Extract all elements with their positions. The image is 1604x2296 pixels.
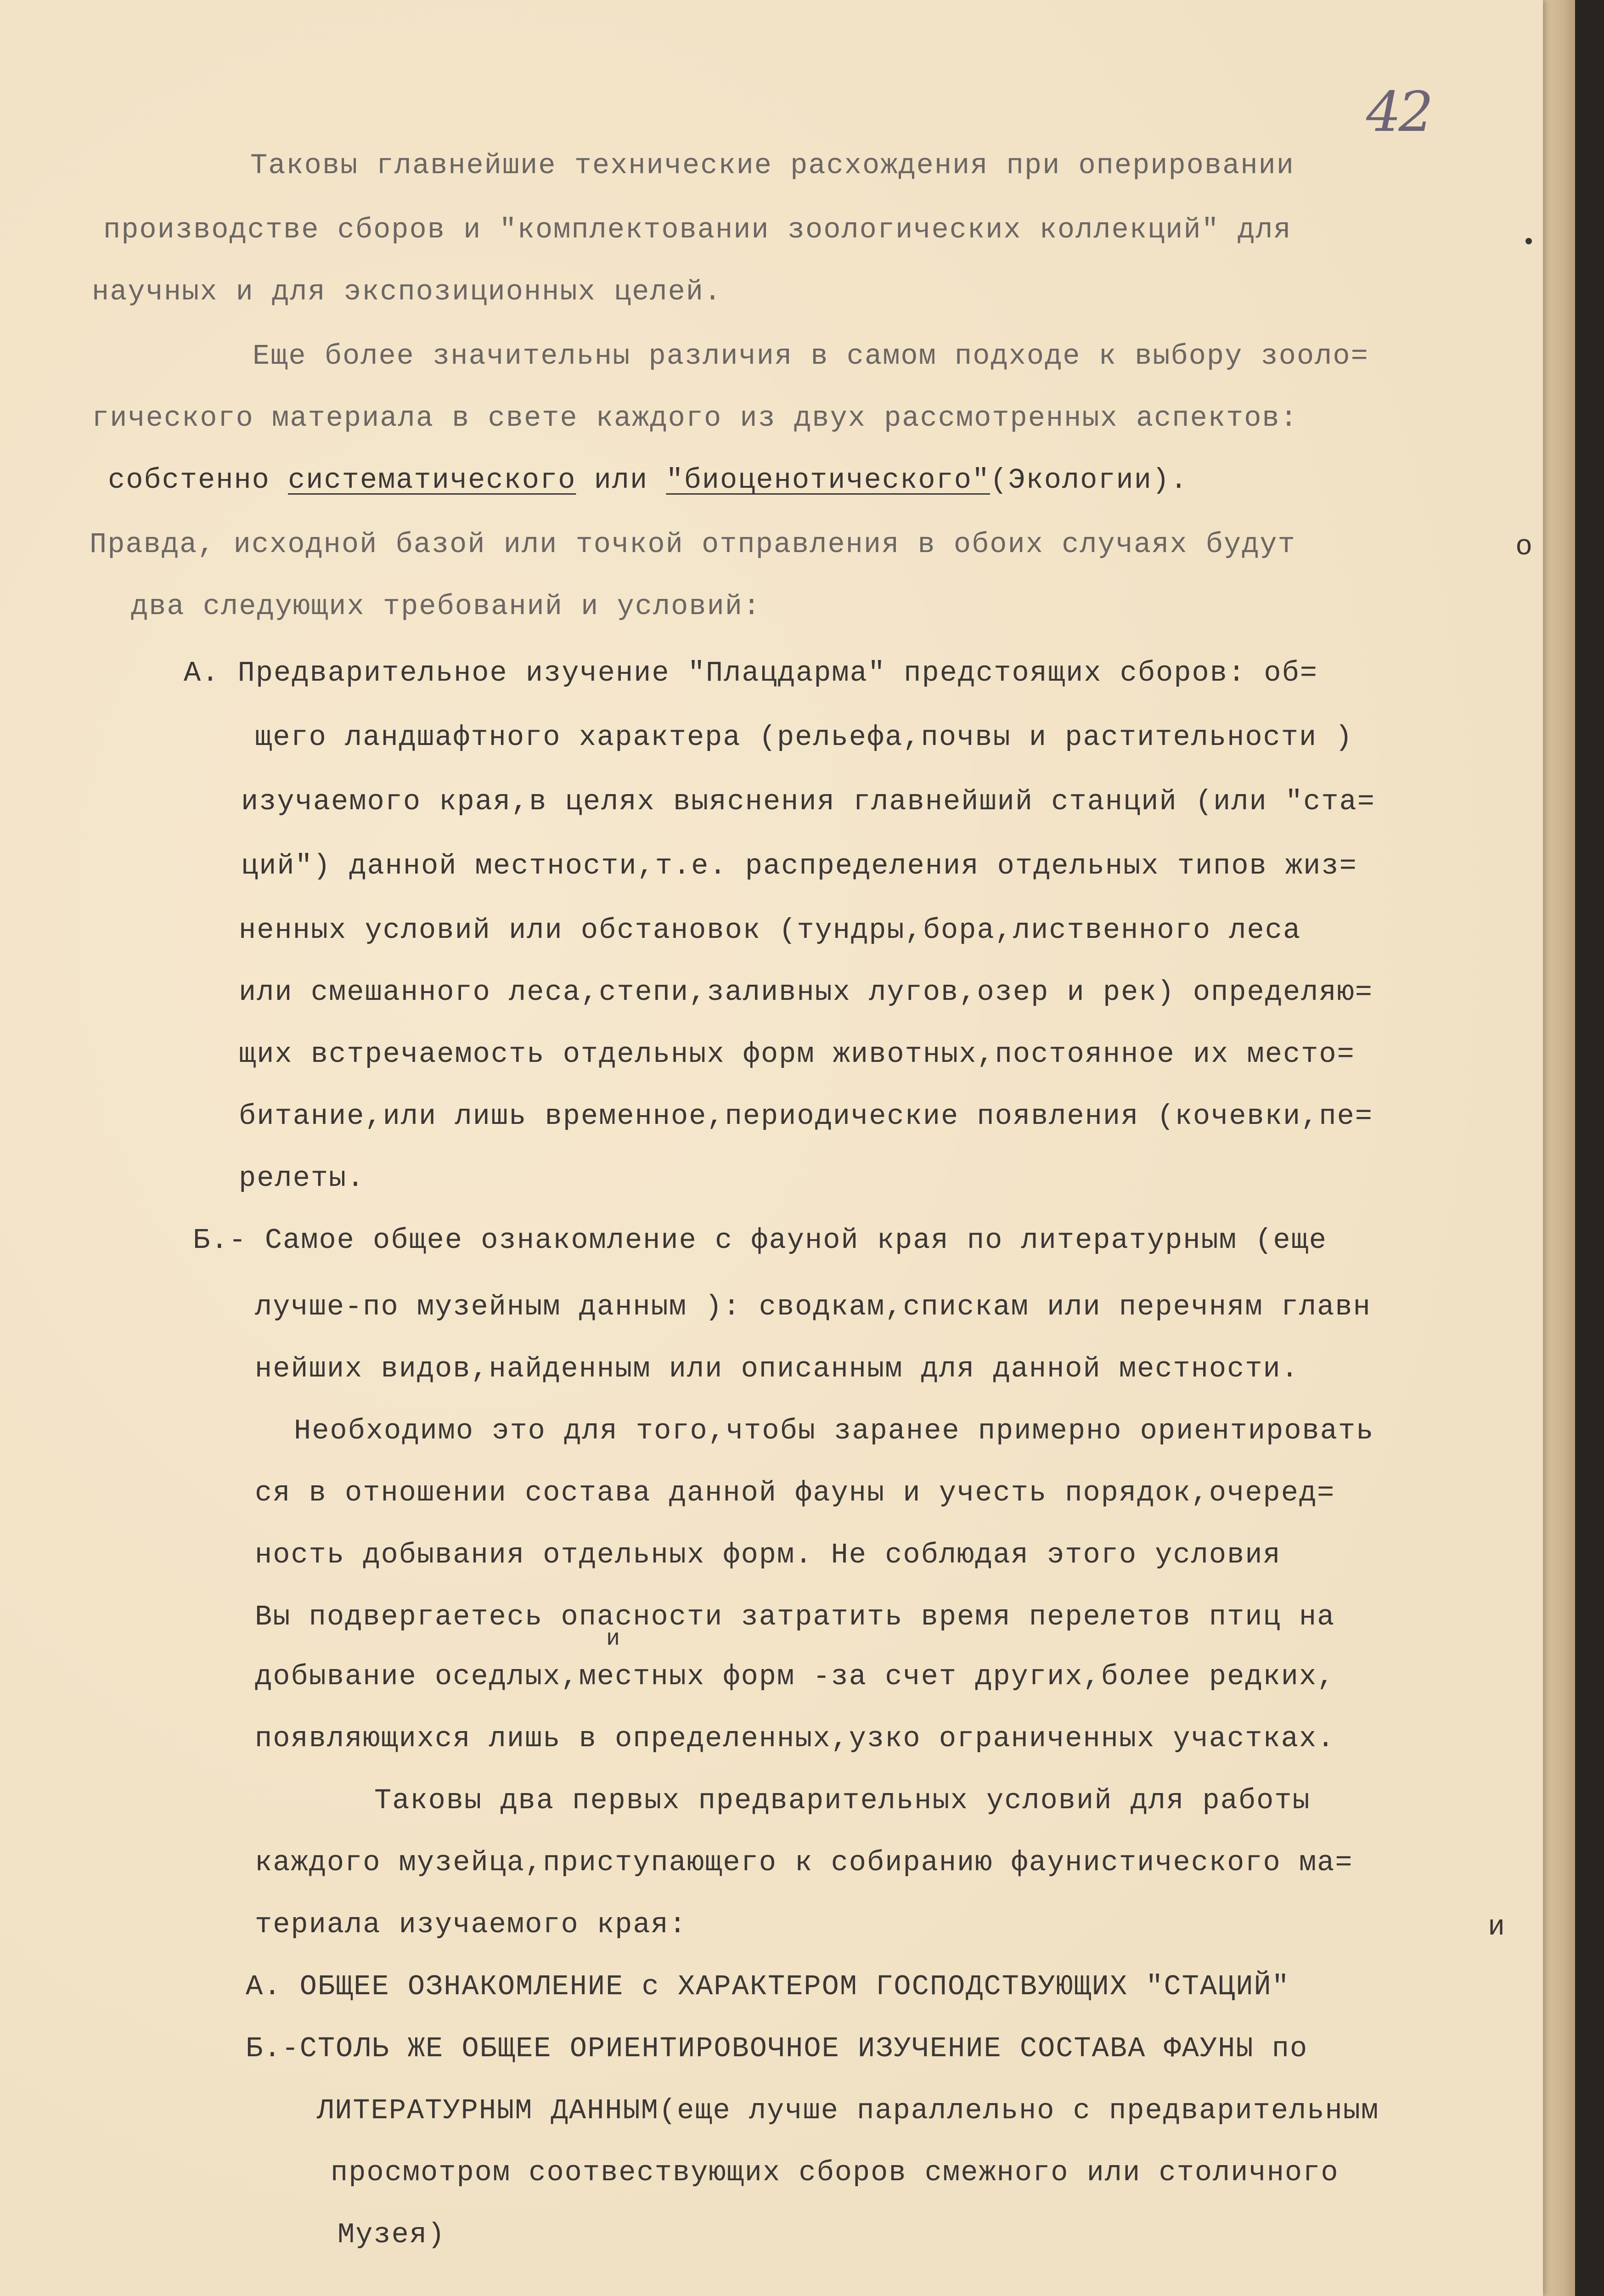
- underlined-term: "биоценотического": [666, 464, 991, 496]
- text-line: появляющихся лишь в определенных,узко ограниченных участках.: [255, 1722, 1335, 1755]
- page-number: 42: [1366, 80, 1431, 144]
- text-line: добывание оседлых,местных форм -за счет других,более редких,: [255, 1660, 1335, 1693]
- text-line: ций") данной местности,т.е. распределения отдельных типов жиз=: [241, 850, 1357, 882]
- text-line: гического материала в свете каждого из двух рассмотренных аспектов:: [92, 402, 1298, 434]
- text-line: релеты.: [239, 1162, 365, 1195]
- text-line: просмотром соотвествующих сборов смежного или столичного: [331, 2156, 1339, 2189]
- text-line: научных и для экспозиционных целей.: [92, 276, 722, 308]
- edge-letter: и: [1488, 1911, 1505, 1943]
- text-line: ся в отношении состава данной фауны и учесть порядок,очеред=: [255, 1477, 1335, 1509]
- text-line: битание,или лишь временное,периодические появления (кочевки,пе=: [239, 1100, 1373, 1133]
- text-line: Еще более значительны различия в самом подходе к выбору зооло=: [253, 340, 1369, 372]
- text-line: щего ландшафтного характера (рельефа,почвы и растительности ): [255, 721, 1353, 754]
- text-line: изучаемого края,в целях выяснения главнейший станций (или "ста=: [241, 785, 1375, 818]
- text-line: Таковы главнейшие технические расхождения при оперировании: [250, 149, 1294, 182]
- text-line: нейших видов,найденным или описанным для данной местности.: [255, 1353, 1299, 1385]
- text-line: Правда, исходной базой или точкой отправления в обоих случаях будут: [90, 528, 1296, 561]
- text-line: ность добывания отдельных форм. Не соблюдая этого условия: [255, 1539, 1281, 1571]
- text-line: ненных условий или обстановок (тундры,бора,лиственного леса: [239, 914, 1301, 947]
- text-line: каждого музейца,приступающего к собиранию фаунистического ма=: [255, 1846, 1353, 1879]
- edge-dot: [1525, 238, 1532, 244]
- text-line: Таковы два первых предварительных условий для работы: [374, 1784, 1311, 1817]
- text-line: А. ОБЩЕЕ ОЗНАКОМЛЕНИЕ с ХАРАКТЕРОМ ГОСПОДСТВУЮЩИХ "СТАЦИЙ": [246, 1970, 1290, 2003]
- text-run: или: [576, 464, 666, 496]
- text-line: или смешанного леса,степи,заливных лугов,озер и рек) определяю=: [239, 976, 1373, 1009]
- text-line: ЛИТЕРАТУРНЫМ ДАННЫМ(еще лучше параллельно с предварительным: [317, 2094, 1379, 2127]
- text-line: А. Предварительное изучение "Плацдарма" предстоящих сборов: об=: [184, 657, 1318, 689]
- text-run: собстенно: [108, 464, 288, 496]
- text-line: щих встречаемость отдельных форм животных,постоянное их место=: [239, 1038, 1355, 1071]
- text-run: (Экологии).: [990, 464, 1188, 496]
- edge-letter: о: [1515, 530, 1533, 563]
- underlined-term: систематического: [288, 464, 576, 496]
- text-line: Необходимо это для того,чтобы заранее примерно ориентировать: [294, 1415, 1374, 1447]
- inserted-letter: и: [606, 1626, 621, 1652]
- text-line: Б.-СТОЛЬ ЖЕ ОБЩЕЕ ОРИЕНТИРОВОЧНОЕ ИЗУЧЕНИЕ СОСТАВА ФАУНЫ по: [246, 2032, 1308, 2065]
- text-line: [108, 464, 1188, 496]
- text-line: Б.- Самое общее ознакомление с фауной края по литературным (еще: [193, 1224, 1327, 1257]
- paper-edge: [1543, 0, 1575, 2296]
- text-line: лучше-по музейным данным ): сводкам,спискам или перечням главн: [255, 1291, 1371, 1323]
- text-line: Вы подвергаетесь опасности затратить время перелетов птиц на: [255, 1601, 1335, 1633]
- text-line: териала изучаемого края:: [255, 1908, 687, 1941]
- text-line: производстве сборов и "комплектовании зоологических коллекций" для: [103, 214, 1292, 246]
- text-line: Музея): [338, 2218, 446, 2251]
- text-line: два следующих требований и условий:: [131, 590, 761, 623]
